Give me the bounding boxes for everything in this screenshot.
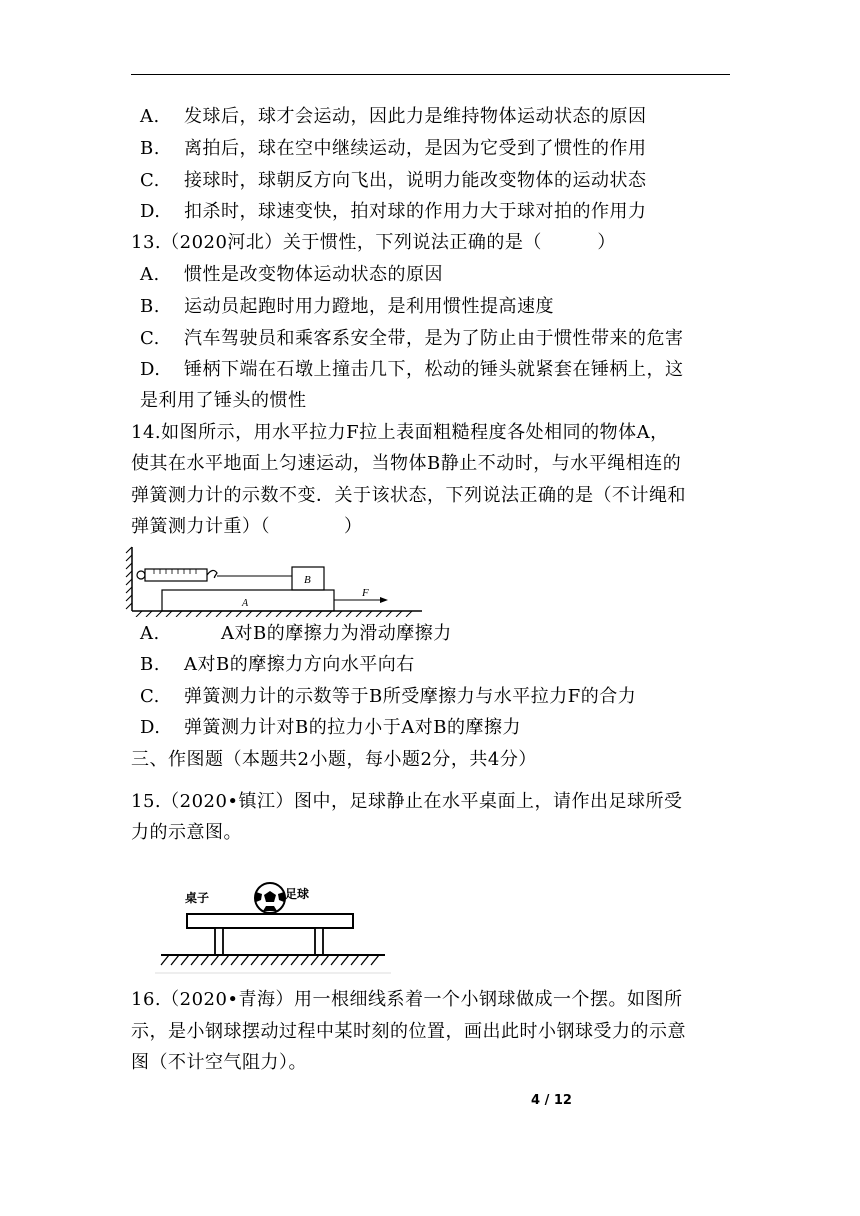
block-a-label: A	[242, 598, 249, 609]
q14-option-b	[140, 654, 415, 676]
q15-football-table-diagram	[155, 878, 391, 974]
q12-option-c	[140, 170, 647, 192]
option-text: 汽车驾驶员和乘客系安全带，是为了防止由于惯性带来的危害	[184, 328, 684, 349]
option-letter: D.	[140, 201, 161, 222]
option-text: A对B的摩擦力为滑动摩擦力	[184, 623, 452, 644]
option-letter: C.	[140, 686, 160, 707]
option-text: 惯性是改变物体运动状态的原因	[184, 264, 443, 285]
block-b-label: B	[304, 574, 311, 586]
table-leg-right	[315, 928, 323, 955]
option-letter: C.	[140, 328, 160, 349]
ball-label: 足球	[285, 887, 310, 901]
option-letter: A.	[140, 623, 160, 644]
option-text: 运动员起跑时用力蹬地，是利用惯性提高速度	[184, 296, 554, 317]
q14-stem-line-4: 弹簧测力计重）（ ）	[131, 516, 363, 537]
q13-option-a	[140, 264, 443, 286]
option-letter: D.	[140, 359, 161, 380]
option-text: 扣杀时，球速变快，拍对球的作用力大于球对拍的作用力	[184, 201, 647, 222]
q12-option-d	[140, 201, 647, 223]
option-letter: A.	[140, 264, 160, 285]
scale-ring	[137, 571, 145, 579]
q12-option-a	[140, 106, 647, 128]
q12-option-b	[140, 138, 647, 160]
header-rule	[131, 74, 730, 75]
q16-line-3: 图（不计空气阻力）。	[131, 1052, 307, 1073]
q13-option-c	[140, 328, 684, 350]
option-text: 离拍后，球在空中继续运动，是因为它受到了惯性的作用	[184, 138, 647, 159]
option-text: 锤柄下端在石墩上撞击几下，松动的锤头就紧套在锤柄上，这	[184, 359, 684, 380]
option-text: A对B的摩擦力方向水平向右	[184, 654, 415, 675]
q13-option-d	[140, 359, 684, 381]
force-label: F	[362, 587, 369, 599]
option-text: 发球后，球才会运动，因此力是维持物体运动状态的原因	[184, 106, 647, 127]
q13-option-d-continued: 是利用了锤头的惯性	[140, 390, 307, 411]
q14-friction-diagram	[124, 545, 424, 617]
q14-stem-line-1: 14.如图所示，用水平拉力F拉上表面粗糙程度各处相同的物体A，	[131, 422, 669, 443]
table-label: 桌子	[185, 891, 210, 905]
floor-hatch	[161, 955, 379, 965]
option-letter: B.	[140, 296, 160, 317]
wall-hatch	[126, 547, 132, 609]
q14-stem-line-2: 使其在水平地面上匀速运动，当物体B静止不动时，与水平绳相连的	[131, 453, 682, 474]
q15-line-1: 15.（2020•镇江）图中，足球静止在水平桌面上，请作出足球所受	[131, 791, 683, 812]
scale-hook	[207, 570, 217, 577]
q15-line-2: 力的示意图。	[131, 822, 242, 843]
q13-stem: 13.（2020河北）关于惯性，下列说法正确的是（ ）	[131, 232, 616, 253]
option-letter: A.	[140, 106, 160, 127]
football-icon	[255, 883, 285, 913]
table-top	[187, 914, 353, 928]
q16-line-2: 示，是小钢球摆动过程中某时刻的位置，画出此时小钢球受力的示意	[131, 1021, 686, 1042]
q14-stem-line-3: 弹簧测力计的示数不变．关于该状态，下列说法正确的是（不计绳和	[131, 485, 686, 506]
option-letter: D.	[140, 717, 161, 738]
q14-option-c	[140, 686, 636, 708]
section-heading: 三、作图题（本题共2小题，每小题2分，共4分）	[131, 749, 537, 770]
option-text: 弹簧测力计的示数等于B所受摩擦力与水平拉力F的合力	[184, 686, 637, 707]
ground-hatch	[136, 611, 412, 617]
q14-option-a	[140, 623, 452, 645]
scale-ticks	[154, 569, 196, 574]
option-letter: B.	[140, 654, 160, 675]
option-letter: C.	[140, 170, 160, 191]
force-arrowhead	[380, 597, 388, 603]
option-letter: B.	[140, 138, 160, 159]
q13-option-b	[140, 296, 554, 318]
table-leg-left	[215, 928, 223, 955]
option-text: 接球时，球朝反方向飞出，说明力能改变物体的运动状态	[184, 170, 647, 191]
option-text: 弹簧测力计对B的拉力小于A对B的摩擦力	[184, 717, 521, 738]
page-number: 4 / 12	[531, 1093, 572, 1108]
q14-option-d	[140, 717, 521, 739]
q16-line-1: 16.（2020•青海）用一根细线系着一个小钢球做成一个摆。如图所	[131, 989, 683, 1010]
